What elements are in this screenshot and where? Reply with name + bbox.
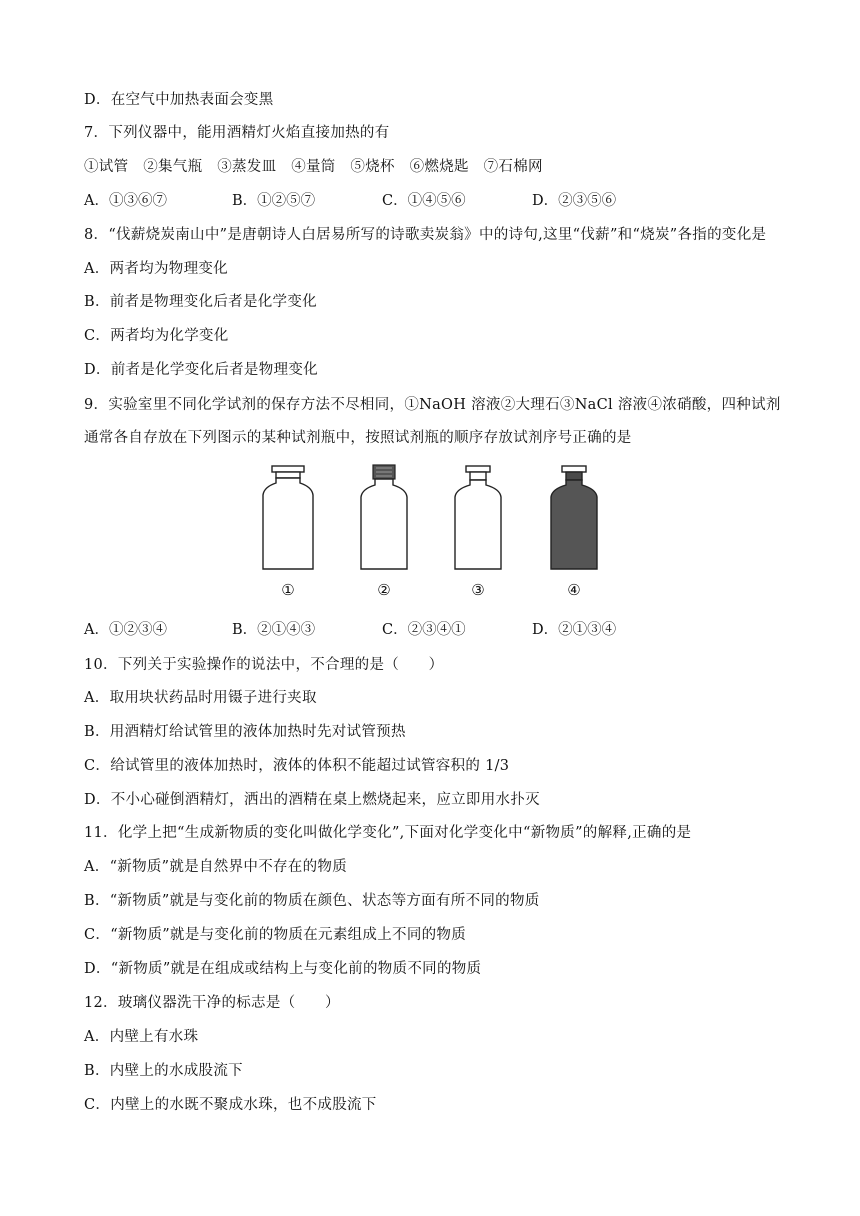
rubber-stopper-bottle-icon [356,463,412,575]
glass-stopper-bottle-icon [450,463,506,575]
q8-option-b: B．前者是物理变化后者是化学变化 [84,294,317,310]
q11-option-a: A．“新物质”就是自然界中不存在的物质 [84,859,347,875]
q11-option-c: C．“新物质”就是与变化前的物质在元素组成上不同的物质 [84,927,467,943]
q9-stem-line1: 9．实验室里不同化学试剂的保存方法不尽相同，①NaOH 溶液②大理石③NaCl 溶液④浓硝酸，四种试剂 [84,397,781,413]
q11-option-d: D．“新物质”就是在组成或结构上与变化前的物质不同的物质 [84,961,482,977]
bottle-2 [356,463,412,603]
q8-option-a: A．两者均为物理变化 [84,261,228,277]
q10-option-a: A．取用块状药品时用镊子进行夹取 [84,690,317,706]
q10-option-d: D．不小心碰倒酒精灯，洒出的酒精在桌上燃烧起来，应立即用水扑灭 [84,792,540,808]
q7-option-c: C．①④⑤⑥ [382,193,466,209]
q12-stem: 12．玻璃仪器洗干净的标志是（ ） [84,995,340,1011]
bottle-1 [260,463,316,603]
q9-option-b: B．②①④③ [232,622,316,638]
q7-option-a: A．①③⑥⑦ [84,193,167,209]
bottle-label-3: ③ [471,581,485,599]
bottle-label-1: ① [281,581,295,599]
q10-stem: 10．下列关于实验操作的说法中，不合理的是（ ） [84,657,444,673]
q7-option-d: D．②③⑤⑥ [532,193,617,209]
reagent-bottles-figure [240,463,620,603]
q8-option-c: C．两者均为化学变化 [84,328,229,344]
bottle-label-2: ② [377,581,391,599]
q7-instrument-list: ①试管 ②集气瓶 ③蒸发皿 ④量筒 ⑤烧杯 ⑥燃烧匙 ⑦石棉网 [84,159,543,175]
q7-stem: 7．下列仪器中，能用酒精灯火焰直接加热的有 [84,125,390,141]
q7-option-b: B．①②⑤⑦ [232,193,316,209]
q12-option-c: C．内壁上的水既不聚成水珠，也不成股流下 [84,1097,377,1113]
bottle-3 [450,463,506,603]
q12-option-a: A．内壁上有水珠 [84,1029,199,1045]
q9-option-d: D．②①③④ [532,622,617,638]
q9-stem-line2: 通常各自存放在下列图示的某种试剂瓶中，按照试剂瓶的顺序存放试剂序号正确的是 [84,430,632,446]
q9-option-a: A．①②③④ [84,622,167,638]
bottle-label-4: ④ [567,581,581,599]
q10-option-b: B．用酒精灯给试管里的液体加热时先对试管预热 [84,724,406,740]
q9-option-c: C．②③④① [382,622,466,638]
q8-option-d: D．前者是化学变化后者是物理变化 [84,362,318,378]
bottle-4 [546,463,602,603]
q11-stem: 11．化学上把“生成新物质的变化叫做化学变化”,下面对化学变化中“新物质”的解释,正确的是 [84,825,692,841]
q8-stem: 8．“伐薪烧炭南山中”是唐朝诗人白居易所写的诗歌卖炭翁》中的诗句,这里“伐薪”和“烧炭”各指的变化是 [84,227,767,243]
q10-option-c: C．给试管里的液体加热时，液体的体积不能超过试管容积的 1/3 [84,758,510,774]
brown-bottle-icon [546,463,602,575]
wide-mouth-bottle-icon [260,463,316,575]
q11-option-b: B．“新物质”就是与变化前的物质在颜色、状态等方面有所不同的物质 [84,893,540,909]
q6-option-d: D．在空气中加热表面会变黑 [84,92,274,108]
q12-option-b: B．内壁上的水成股流下 [84,1063,243,1079]
